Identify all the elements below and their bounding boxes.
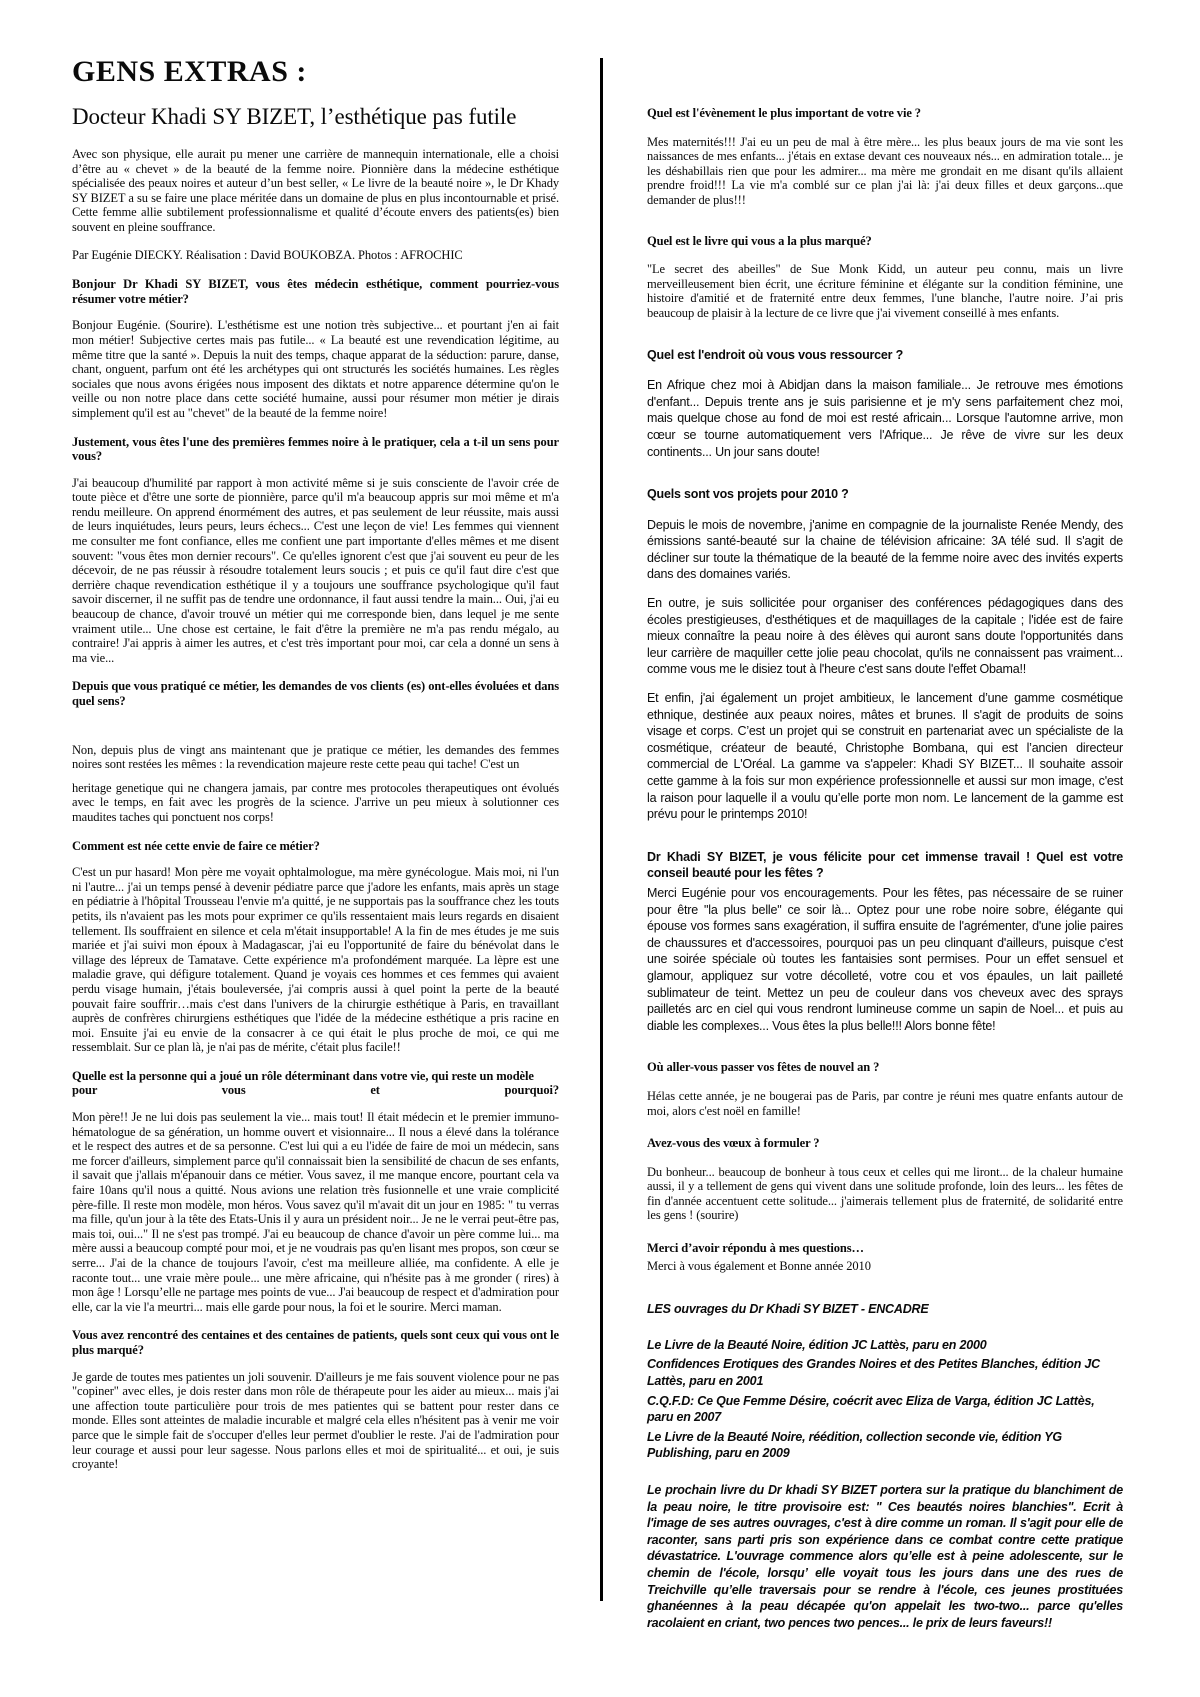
book-list-item: Confidences Erotiques des Grandes Noires et des Petites Blanches, édition JC Lattès, paru en 2001: [647, 1357, 1100, 1389]
interview-answer: Je garde de toutes mes patientes un joli souvenir. D'ailleurs je me fais souvent violence pour ne pas "copiner" avec elles, je dois rester dans mon rôle de thérapeute pour les aider au mieux... mais j'ai une affection toute particulière pour trois de mes patientes qui se battent pour rester dans ce monde. Elles sont atteintes de maladie incurable et malgré cela elles n'hésitent pas à venir me voir parce que le simple fait de s'occuper d'elles leur permet d'oublier le reste. J'ai de l'admiration pour leur courage et aussi pour leur sagesse. Nous parlons elles et moi de spiritualité... et oui, je suis croyante!: [72, 1369, 559, 1472]
interview-answer: J'ai beaucoup d'humilité par rapport à mon activité même si je suis consciente de l'avoir crée de toute pièce et d'être une sorte de pionnière, parce qu'il m'a beaucoup appris sur moi même et m'a rendu meilleure. On apprend énormément des autres, et pas seulement de leur réussite, mais aussi de leurs inquiétudes, leurs peurs, leurs échecs... C'est une leçon de vie! Les femmes qui viennent me consulter me font confiance, elles me confient une part importante d'elles mêmes et me disent souvent: "vous êtes mon dernier recours". Ce qu'elles ignorent c'est que j'ai souvent eu peur de les décevoir, de ne pas réussir à résoudre totalement leurs soucis ; et puis ce qu'il faut dire c'est que derrière chaque revendication esthétique il y a toujours une souffrance psychologique qu'il faut savoir discerner, il ne suffit pas de tendre une ordonnance, il faut aussi tendre la main... Oui, j'ai eu beaucoup de chance, d'avoir trouvé un métier qui me corresponde bien, dans lequel je me sente vraiment utile... Une chose est certaine, le fait d'être la première ne m'a pas rendu mégalo, au contraire! J'ai appris à aimer les autres, et c'est très important pour moi, car cela a donné un sens à ma vie...: [72, 475, 559, 665]
interview-answer: Merci Eugénie pour vos encouragements. Pour les fêtes, pas nécessaire de se ruiner pour être "la plus belle" ce soir là... Optez pour une robe noire sobre, élégante qui épouse vos formes sans exagération, il suffira ensuite de l'agrémenter, d'une jolie paires de chaussures et d'accessoires, pourquoi pas un peu clinquant d'ailleurs, puisque c'est une soirée spéciale où toutes les fantaisies sont permises. Pour un effet sensuel et glamour, appliquez sur votre décolleté, votre cou et vos épaules, un lait pailleté sublimateur de teint. Mettez un peu de couleur dans vos cheveux avec des sprays pailletés arc en ciel qui vous rendront lumineuse comme un sapin de Noel... et puis au diable les complexes... Vous êtes la plus belle!!! Alors bonne fête!: [647, 885, 1123, 1033]
interview-question: Quel est l'évènement le plus important de votre vie ?: [647, 106, 921, 120]
interview-answer: Mes maternités!!! J'ai eu un peu de mal à être mère... les plus beaux jours de ma vie sont les naissances de mes enfants... j'étais en extase devant ces nouveaux nés... en admiration totale... je les déshabillais rien que pour les admirer... ma mère me grondait en me disant qu'ils allaient prendre froid!!! La vie m'a comblé sur ce plan j'ai là: j'ai deux filles et deux garçons...que demander de plus!!!: [647, 134, 1123, 207]
interview-question: Dr Khadi SY BIZET, je vous félicite pour cet immense travail ! Quel est votre conseil beauté pour les fêtes ?: [647, 849, 1123, 881]
interview-question: Quels sont vos projets pour 2010 ?: [647, 487, 849, 502]
interview-answer: Du bonheur... beaucoup de bonheur à tous ceux et celles qui me liront... de la chaleur humaine aussi, il y a tellement de gens qui vivent dans une solitude profonde, loin des leurs... les fêtes de fin d'année accentuent cette solitude... j'aimerais tellement plus de fraternité, de solidarité entre les gens ! (sourire): [647, 1164, 1123, 1223]
interview-question: Quel est l'endroit où vous vous ressourcer ?: [647, 347, 904, 362]
article-byline: Par Eugénie DIECKY. Réalisation : David BOUKOBZA. Photos : AFROCHIC: [72, 247, 463, 262]
interview-question: pour vous et pourquoi?: [72, 1083, 559, 1098]
interview-question: Comment est née cette envie de faire ce métier?: [72, 838, 320, 853]
interview-question: Où aller-vous passer vos fêtes de nouvel an ?: [647, 1060, 880, 1075]
interview-answer: "Le secret des abeilles" de Sue Monk Kidd, un auteur peu connu, mais un livre merveilleusement bien écrit, une écriture féminine et élégante sur la condition féminine, une histoire d'amitié et de fraternité entre deux femmes, l'une blanche, l'autre noire. J’ai pris beaucoup de plaisir à la lecture de ce livre que j'ai vivement conseillé à mes enfants.: [647, 262, 1123, 320]
interview-answer: Depuis le mois de novembre, j'anime en compagnie de la journaliste Renée Mendy, des émissions santé-beauté sur la chaine de télévision africaine: 3A télé sud. Il s'agit de décliner sur toute la thématique de la beauté de la femme noire avec des invités experts dans des domaines variés.: [647, 517, 1123, 582]
book-list-item: C.Q.F.D: Ce Que Femme Désire, coécrit avec Eliza de Varga, édition JC Lattès, paru en 2007: [647, 1393, 1095, 1425]
next-book-note: Le prochain livre du Dr khadi SY BIZET portera sur la pratique du blanchiment de la peau noire, le titre provisoire est: " Ces beautés noires blanchies". Ecrit à l'image de ses autres ouvrages, c'est à dire comme un roman. Il s'agit pour elle de raconter, sans parti pris son expérience dans ce combat contre cette pratique dévastatrice. L'ouvrage commence alors qu’elle est à peine adolescente, sur le chemin de l'école, lorsqu’ elle voyait tous les jours dans une des rues de Treichville qu’elle traversais pour se rendre à l'école, ces jeunes prostituées ghanéennes à la peau décapée qu'on appelait les two-two... parce qu'elles racolaient en criant, two pences two pences... le prix de leurs faveurs!!: [647, 1483, 1123, 1630]
book-list-item: Le Livre de la Beauté Noire, édition JC Lattès, paru en 2000: [647, 1337, 987, 1352]
interview-question: Justement, vous êtes l'une des premières femmes noire à le pratiquer, cela a t-il un sens pour vous?: [72, 434, 559, 464]
interview-question: Quel est le livre qui vous a la plus marqué?: [647, 233, 872, 248]
interview-question: Bonjour Dr Khadi SY BIZET, vous êtes médecin esthétique, comment pourriez-vous résumer votre métier?: [72, 277, 559, 306]
interview-question: Avez-vous des vœux à formuler ?: [647, 1136, 820, 1151]
closing-thanks: Merci d’avoir répondu à mes questions…: [647, 1241, 864, 1256]
article-title: GENS EXTRAS :: [72, 55, 307, 88]
books-heading: LES ouvrages du Dr Khadi SY BIZET - ENCADRE: [647, 1302, 929, 1317]
article-intro: Avec son physique, elle aurait pu mener une carrière de mannequin internationale, elle a choisi d’être au « chevet » de la beauté de la femme noire. Pionnière dans la médecine esthétique spécialisée des peaux noires et auteur d’un best seller, « Le livre de la beauté noire », le Dr Khady SY BIZET a su se faire une place méritée dans un domaine de plus en plus incontournable et prisé. Cette femme allie subtilement professionnalisme et qualité d’écoute envers des patients(es) bien souvent en pleine souffrance.: [72, 147, 559, 234]
closing-reply: Merci à vous également et Bonne année 2010: [647, 1258, 871, 1273]
column-divider: [600, 58, 603, 1601]
right-column: [647, 96, 1123, 1631]
interview-answer: Hélas cette année, je ne bougerai pas de Paris, par contre je réuni mes quatre enfants autour de moi, alors c'est noël en famille!: [647, 1088, 1123, 1118]
interview-answer: Non, depuis plus de vingt ans maintenant que je pratique ce métier, les demandes des femmes noires sont restées les mêmes : la revendication majeure reste cette peau qui tache! C'est un: [72, 742, 559, 772]
interview-answer: Mon père!! Je ne lui dois pas seulement la vie... mais tout! Il était médecin et le premier immuno-hématologue de sa génération, un homme ouvert et visionnaire... Il nous a élevé dans la tolérance et le respect des autres et de sa personne. C'est lui qui a eu l'idée de faire de moi un médecin, sans me forcer d'ailleurs, simplement parce qu'il connaissait bien la sensibilité de chacun de ses enfants, il savait que j'allais m'épanouir dans ce métier. Vous savez, il me manque encore, pourtant cela va faire 10ans qu'il nous a quitté. Nous avions une relation très fusionnelle et une vraie complicité père-fille. Il reste mon modèle, mon héros. Vous savez qu'il m'avait dit un jour en 1985: " tu verras ma fille, qu'un jour à la tête des Etats-Unis il y aura un président noir... Je ne le verrai peut-être pas, mais toi, oui..." Il ne s'est pas trompé. J'ai eu beaucoup de chance d'avoir un père comme lui... ma mère aussi a beaucoup compté pour moi, et je ne voudrais pas qu'en lisant mes propos, son cœur se serre... J'ai de la chance de toujours l'avoir, c'est ma meilleure alliée, ma confidente. A elle je raconte tout... une vraie mère poule... une mère africaine, qui n'hésite pas à me gronder ( rires) à mon âge ! Lorsqu’elle ne partage mes points de vue... J'ai beaucoup de respect et d'admiration pour elle, car la vie l'a meurtri... mais elle garde pour nous, la foi et le sourire. Merci maman.: [72, 1110, 559, 1314]
article-subtitle: Docteur Khadi SY BIZET, l’esthétique pas futile: [72, 104, 517, 129]
left-column: [72, 56, 559, 1486]
interview-answer: heritage genetique qui ne changera jamais, par contre mes protocoles therapeutiques ont évolués avec le temps, en fait avec les progrès de la science. J'arrive un peu mieux à solutionner ces maudites taches qui ponctuent nos corps!: [72, 780, 559, 824]
interview-answer: C'est un pur hasard! Mon père me voyait ophtalmologue, ma mère gynécologue. Mais moi, ni l'un ni l'autre... j'ai un temps pensé à devenir pédiatre parce que j'adore les enfants, mais après un stage en pédiatrie à l'hôpital Trousseau l'envie m'a quitté, je ne supportais pas la souffrance chez les touts petits, ils n'avaient pas les mots pour exprimer ce qu'ils ressentaient mais leurs regards en disaient tellement. Ils souffraient en silence et cela m'était insupportable! A la fin de mes études je me suis mariée et j'ai suivi mon époux à Madagascar, j'ai eu l'opportunité de faire du bénévolat dans le village des lépreux de Tamatave. Cette expérience m'a profondément marquée. La lèpre est une maladie grave, qui défigure totalement. Quand je voyais ces hommes et ces femmes qui avaient perdu visage humain, j'étais bouleversée, j'ai compris aussi à quel point la perte de la beauté pouvait faire souffrir…mais c'est dans l'univers de la chirurgie esthétique à Paris, en travaillant auprès de confrères chirurgiens esthétiques que l'idée de la médecine esthétique a pris racine en moi. Ensuite j'ai eu envie de la consacrer à ce qui était le plus proche de moi, ce qui me ressemblait. Sur ce plan là, je n'ai pas de mérite, c'était plus facile!!: [72, 865, 559, 1055]
interview-question: Vous avez rencontré des centaines et des centaines de patients, quels sont ceux qui vous ont le plus marqué?: [72, 1328, 559, 1357]
book-list-item: Le Livre de la Beauté Noire, réédition, collection seconde vie, édition YG Publishing, paru en 2009: [647, 1429, 1062, 1461]
interview-question: Depuis que vous pratiqué ce métier, les demandes de vos clients (es) ont-elles évoluées et dans quel sens?: [72, 679, 559, 708]
interview-answer: En Afrique chez moi à Abidjan dans la maison familiale... Je retrouve mes émotions d'enfant... Depuis trente ans je suis parisienne et je m'y sens parfaitement chez moi, mais quelque chose au fond de moi est resté africain... Lorsque l'automne arrive, mon cœur se tourne automatiquement vers l'Afrique... Je rêve de vivre sur les deux continents... Un jour sans doute!: [647, 378, 1123, 459]
interview-answer: En outre, je suis sollicitée pour organiser des conférences pédagogiques dans des écoles prestigieuses, d'esthétiques et de maquillages de la capitale ; l'idée est de faire mieux connaître la peau noire à des élèves qui auront sans doute l'opportunités dans leur carrière de maquiller cette jolie peau chocolat, qu'ils ne connaissent pas vraiment... comme vous me le disiez tout à l'heure c'est sans doute l'effet Obama!!: [647, 596, 1123, 677]
interview-question: Quelle est la personne qui a joué un rôle déterminant dans votre vie, qui reste un modèle: [72, 1068, 534, 1083]
interview-answer: Bonjour Eugénie. (Sourire). L'esthétisme est une notion très subjective... et pourtant j'en ai fait mon métier! Subjective certes mais pas futile... « La beauté est une revendication légitime, au même titre que la santé ». Depuis la nuit des temps, chaque apparat de la séduction: parure, danse, chant, onguent, parfum ont été les archétypes qui ont structurés les sociétés humaines. Les règles sociales que nous avons érigées nous imposent des diktats et notre apparence détermine qu'on le veille ou non notre place dans cette société humaine, aussi pour résumer mon métier je dirais simplement qu'il est au "chevet" de la beauté de la femme noire!: [72, 318, 559, 420]
interview-answer: Et enfin, j'ai également un projet ambitieux, le lancement d’une gamme cosmétique ethnique, destinée aux peaux noires, mâtes et brunes. Il s'agit de produits de soins visage et corps. C’est un projet qui se construit en partenariat avec un spécialiste de la cosmétique, créateur de beauté, Christophe Bombana, qui est l’ancien directeur commercial de L'Oréal. La gamme va s'appeler: Khadi SY BIZET... Il souhaite assoir cette gamme à la fois sur mon expérience professionnelle et aussi sur mon image, c'est la raison pour laquelle il a voulu qu’elle porte mon nom. Le lancement de la gamme est prévu pour le printemps 2010!: [647, 691, 1123, 822]
